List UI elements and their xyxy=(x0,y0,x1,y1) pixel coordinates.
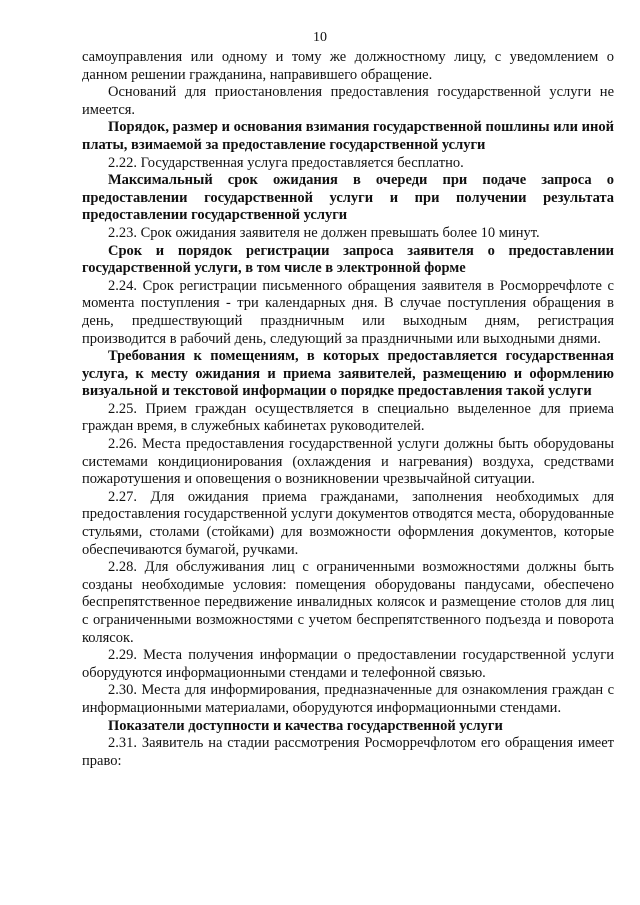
paragraph-2-26: 2.26. Места предоставления государственной услуги должны быть оборудованы системами кондиционирования (охлаждения и нагревания) воздуха, средствами пожаротушения и оповещения о возникновении чрезвычайной ситуации. xyxy=(82,436,614,488)
heading-premises-requirements: Требования к помещениям, в которых предоставляется государственная услуга, к месту ожидания и приема заявителей, размещению и оформлению визуальной и текстовой информации о порядке предоставления такой услуги xyxy=(82,348,614,400)
document-body xyxy=(82,49,614,770)
paragraph-2-25: 2.25. Прием граждан осуществляется в специально выделенное для приема граждан время, в служебных кабинетах руководителей. xyxy=(82,400,614,435)
heading-max-waiting-time: Максимальный срок ожидания в очереди при подаче запроса о предоставлении государственной услуги и при получении результата предоставлении государственной услуги xyxy=(82,172,614,224)
page-number: 10 xyxy=(313,30,327,45)
paragraph-no-suspension-grounds: Оснований для приостановления предоставления государственной услуги не имеется. xyxy=(82,84,614,118)
heading-registration-term: Срок и порядок регистрации запроса заявителя о предоставлении государственной услуги, в том числе в электронной форме xyxy=(82,242,614,277)
paragraph-continuation: самоуправления или одному и тому же должностному лицу, с уведомлением о данном решении гражданина, направившего обращение. xyxy=(82,49,614,83)
paragraph-2-24: 2.24. Срок регистрации письменного обращения заявителя в Росморречфлоте с момента поступления - три календарных дня. В случае поступления обращения в день, предшествующий праздничным или выходным дням, регистрация производится в рабочий день, следующий за праздничными или выходными днями. xyxy=(82,277,614,347)
paragraph-2-31: 2.31. Заявитель на стадии рассмотрения Росморречфлотом его обращения имеет право: xyxy=(82,735,614,769)
paragraph-2-27: 2.27. Для ожидания приема гражданами, заполнения необходимых для предоставления государственной услуги документов отводятся места, оборудованные стульями, столами (стойками) для возможности оформления документов, которые обеспечиваются бумагой, ручками. xyxy=(82,488,614,558)
paragraph-2-29: 2.29. Места получения информации о предоставлении государственной услуги оборудуются информационными стендами и телефонной связью. xyxy=(82,647,614,681)
heading-accessibility-quality: Показатели доступности и качества государственной услуги xyxy=(108,717,503,734)
paragraph-2-30: 2.30. Места для информирования, предназначенные для ознакомления граждан с информационными материалами, оборудуются информационными стендами. xyxy=(82,682,614,716)
heading-state-fee: Порядок, размер и основания взимания государственной пошлины или иной платы, взимаемой за предоставление государственной услуги xyxy=(82,119,614,153)
paragraph-2-23: 2.23. Срок ожидания заявителя не должен превышать более 10 минут. xyxy=(108,224,540,241)
paragraph-2-28: 2.28. Для обслуживания лиц с ограниченными возможностями должны быть созданы необходимые условия: помещения оборудованы пандусами, обеспечено беспрепятственное передвижение инвалидных колясок и размещение столов для лиц с ограниченными возможностями с учетом беспрепятственного подъезда и поворота колясок. xyxy=(82,559,614,646)
paragraph-2-22: 2.22. Государственная услуга предоставляется бесплатно. xyxy=(108,154,464,171)
